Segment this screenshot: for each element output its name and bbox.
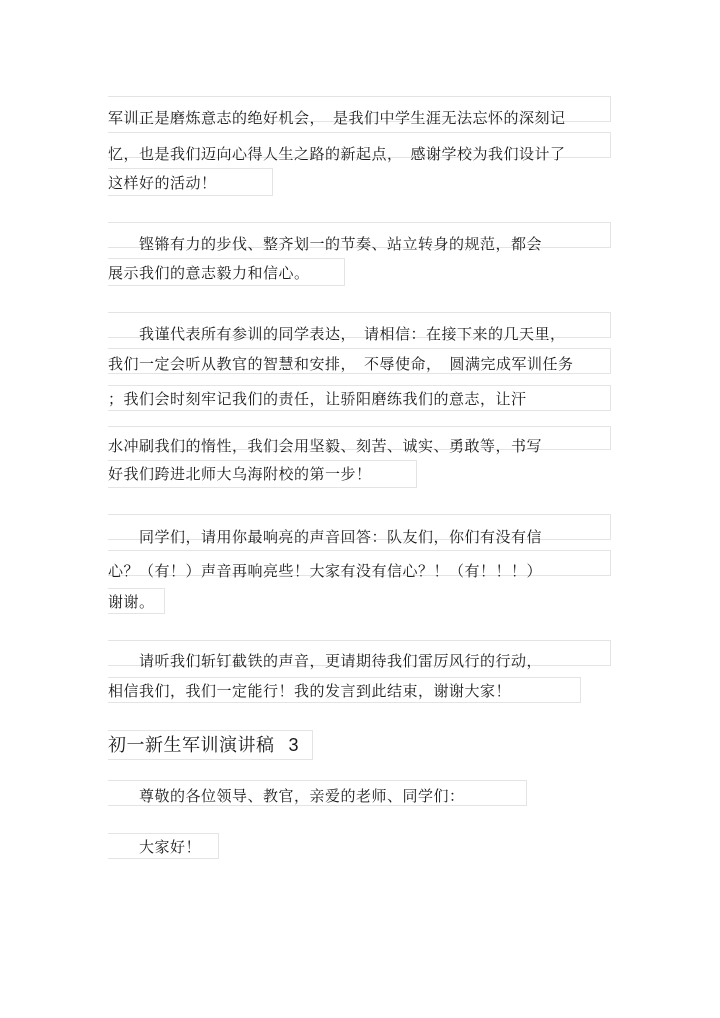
paragraph-3-line-2: 我们一定会听从教官的智慧和安排， 不辱使命， 圆满完成军训任务: [108, 355, 574, 373]
paragraph-1-line-3: 这样好的活动！: [108, 174, 217, 192]
section-heading: [108, 733, 299, 758]
paragraph-3-line-5: 好我们跨进北师大乌海附校的第一步！: [108, 465, 372, 483]
paragraph-4-line-1: 同学们，请用你最响亮的声音回答：队友们，你们有没有信: [108, 528, 543, 546]
paragraph-1-line-1: 军训正是磨炼意志的绝好机会， 是我们中学生涯无法忘怀的深刻记: [108, 109, 566, 127]
paragraph-3-line-3: ；我们会时刻牢记我们的责任，让骄阳磨练我们的意志，让汗: [108, 390, 527, 408]
paragraph-3-line-1: 我谨代表所有参训的同学表达， 请相信：在接下来的几天里，: [108, 325, 566, 343]
paragraph-3-line-4: 水冲刷我们的惰性，我们会用坚毅、刻苦、诚实、勇敢等，书写: [108, 437, 543, 455]
section-heading-title: 初一新生军训演讲稿: [108, 735, 275, 756]
section-heading-number: 3: [288, 735, 300, 755]
paragraph-5-line-1: 请听我们斩钉截铁的声音，更请期待我们雷厉风行的行动，: [108, 652, 543, 670]
paragraph-5-line-2: 相信我们，我们一定能行！我的发言到此结束，谢谢大家！: [108, 682, 512, 700]
greeting-line: 尊敬的各位领导、教官，亲爱的老师、同学们：: [108, 787, 465, 805]
hello-line: 大家好！: [108, 838, 202, 856]
paragraph-4-line-3: 谢谢。: [108, 593, 155, 611]
paragraph-2-line-2: 展示我们的意志毅力和信心。: [108, 264, 310, 282]
paragraph-4-line-2: 心？（有！）声音再响亮些！大家有没有信心？！（有！！！）: [108, 562, 543, 580]
paragraph-2-line-1: 铿锵有力的步伐、整齐划一的节奏、站立转身的规范，都会: [108, 235, 543, 253]
paragraph-1-line-2: 忆，也是我们迈向心得人生之路的新起点， 感谢学校为我们设计了: [108, 145, 566, 163]
